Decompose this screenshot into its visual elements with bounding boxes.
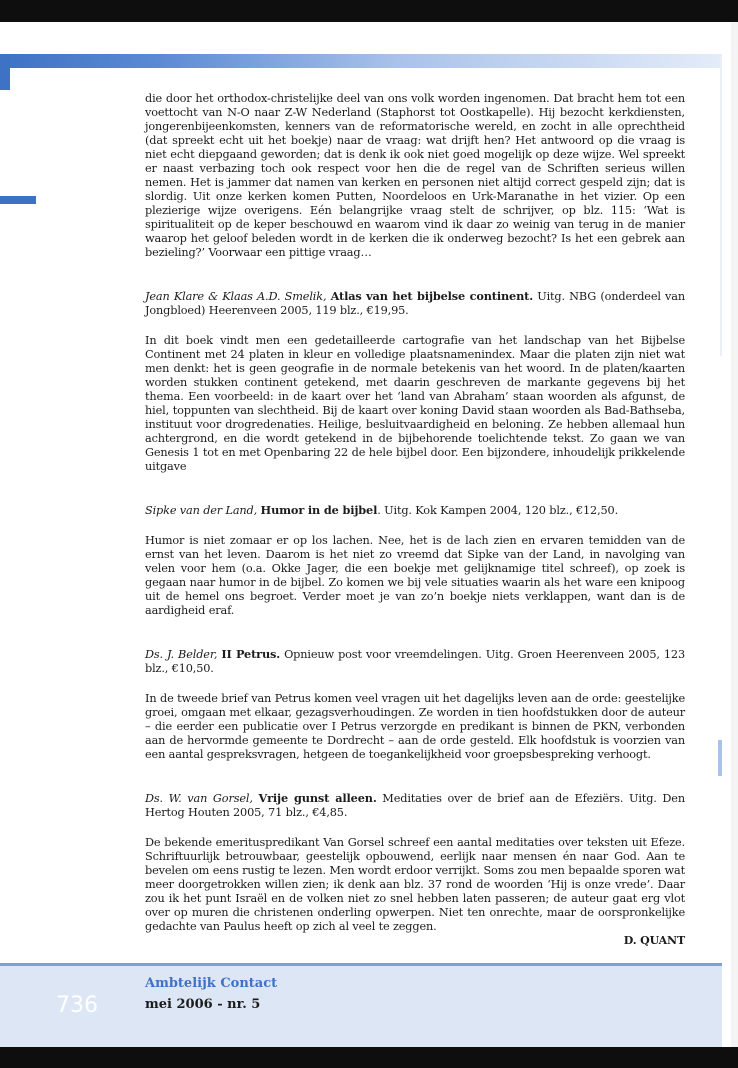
intro-paragraph: die door het orthodox-christelijke deel van ons volk worden ingenomen. Dat bracht hem tot een voettocht van N-O naar Z-W Nederland (Staphorst tot Oostkapelle). Hij bezocht kerkdiensten, jongerenbijeenkomsten, kenners van de reformatorische wereld, en zocht in alle oprechtheid (dat spreekt echt uit het boekje) naar de vraag: wat drijft hen? Het antwoord op die vraag is niet echt diepgaand geworden; dat is denk ik ook niet goed mogelijk op deze wijze. Wel spreekt er naast verbazing toch ook respect voor hen die de regel van de Schriften serieus willen nemen. Het is jammer dat namen van kerken en personen niet altijd correct gespeld zijn; dat is slordig. Uit onze kerken komen Putten, Noordeloos en Urk-Maranathe in het vizier. Op een plezierige wijze overigens. Eén belangrijke vraag stelt de schrijver, op blz. 115: ‘Wat is spiritualiteit op de keper beschouwd en waarom vind ik daar zo weinig van terug in de manier waarop het geloof beleden wordt in de kerken die ik onderweg bezocht? Is het een gebrek aan bezieling?’ Voorwaar een pittige vraag… [145,92,685,259]
review-title: Humor in de bijbel [260,503,378,517]
author-signature: D. QUANT [623,934,685,947]
review-details: Uitg. NBG (onderdeel van Jongbloed) Heerenveen 2005, 119 blz., €19,95. [145,290,685,317]
article-body [145,92,685,948]
review-body: De bekende emerituspredikant Van Gorsel schreef een aantal meditaties over teksten uit Efeze. Schriftuurlijk betrouwbaar, geestelijk opbouwend, eerlijk naar mensen én naar God. Aan te bevelen om eens rustig te lezen. Men wordt erdoor verrijkt. Soms zou men bepaalde sporen wat meer doorgetrokken willen zien; ik denk aan blz. 37 rond de woorden ‘Hij is onze vrede’. Daar zou ik het punt Israël en de volken niet zo snel hebben laten passeren; de auteur gaat erg vlot over op muren die christenen onderling opwerpen. Niet ten onrechte, maar de oorspronkelijke gedachte van Paulus heeft op zich al veel te zeggen. [145,836,685,933]
review-body: In de tweede brief van Petrus komen veel vragen uit het dagelijks leven aan de orde: geestelijke groei, omgaan met elkaar, gezagsverhoudingen. Ze worden in tien hoofdstukken door de auteur – die eerder een publicatie over I Petrus verzorgde en predikant is binnen de PKN, verbonden aan de hervormde gemeente te Dordrecht – aan de orde gesteld. Elk hoofdstuk is voorzien van een aantal gespreksvragen, hetgeen de toegankelijkheid voor groepsbespreking verhoogt. [145,692,685,761]
review-details: Meditaties over de brief aan de Efeziërs. Uitg. Den Hertog Houten 2005, 71 blz., €4,85. [145,792,685,819]
review-citation [145,289,685,318]
review-citation [145,647,685,676]
review-citation [145,503,685,518]
review-title: Vrije gunst alleen. [258,791,377,805]
right-margin-mark [718,740,722,776]
left-accent-tab [0,196,36,204]
page-number: 736 [56,993,98,1018]
publication-issue: mei 2006 - nr. 5 [145,997,261,1012]
left-accent-bar [0,54,10,90]
review-author: Ds. W. van Gorsel, [145,792,253,805]
review-author: Sipke van der Land, [145,504,258,517]
right-margin-tint [720,56,722,356]
review-author: Ds. J. Belder, [145,648,218,661]
review-details: . Uitg. Kok Kampen 2004, 120 blz., €12,50. [377,504,619,517]
bottom-border [0,1047,738,1068]
header-color-band [0,54,722,68]
review-author: Jean Klare & Klaas A.D. Smelik, [145,290,327,303]
footer-band [0,966,722,1047]
top-border [0,0,738,22]
review-details: Opnieuw post voor vreemdelingen. Uitg. Groen Heerenveen 2005, 123 blz., €10,50. [145,648,685,675]
review-title: II Petrus. [221,647,280,661]
review-body: In dit boek vindt men een gedetailleerde cartografie van het landschap van het Bijbelse Continent met 24 platen in kleur en volledige plaatsnamenindex. Maar die platen zijn niet wat men denkt: het is geen geografie in de normale betekenis van het woord. In de platen/kaarten worden stukken continent getekend, met daarin geschreven de markante gegevens bij het thema. Een voorbeeld: in de kaart over het ‘land van Abraham’ staan woorden als afgunst, de hiel, toppunten van slechtheid. Bij de kaart over koning David staan woorden als Bad-Bathseba, instituut voor drogredenaties. Heilige, besluitvaardigheid en beloning. Ze hebben allemaal hun achtergrond, en die wordt getekend in de bijbehorende toelichtende tekst. Zo gaan we van Genesis 1 tot en met Openbaring 22 de hele bijbel door. Een bijzondere, inhoudelijk prikkelende uitgave [145,334,685,473]
publication-title: Ambtelijk Contact [145,976,278,991]
review-citation [145,791,685,820]
review-body: Humor is niet zomaar er op los lachen. Nee, het is de lach zien en ervaren temidden van de ernst van het leven. Daarom is het niet zo vreemd dat Sipke van der Land, in navolging van velen voor hem (o.a. Okke Jager, die een boekje met gelijknamige titel schreef), op zoek is gegaan naar humor in de bijbel. Zo komen we bij vele situaties waarin als het ware een knipoog uit de hemel ons begroet. Verder moet je van zo’n boekje niets verklappen, want dan is de aardigheid eraf. [145,534,685,617]
review-title: Atlas van het bijbelse continent. [330,289,533,303]
page-edge [731,22,738,1047]
